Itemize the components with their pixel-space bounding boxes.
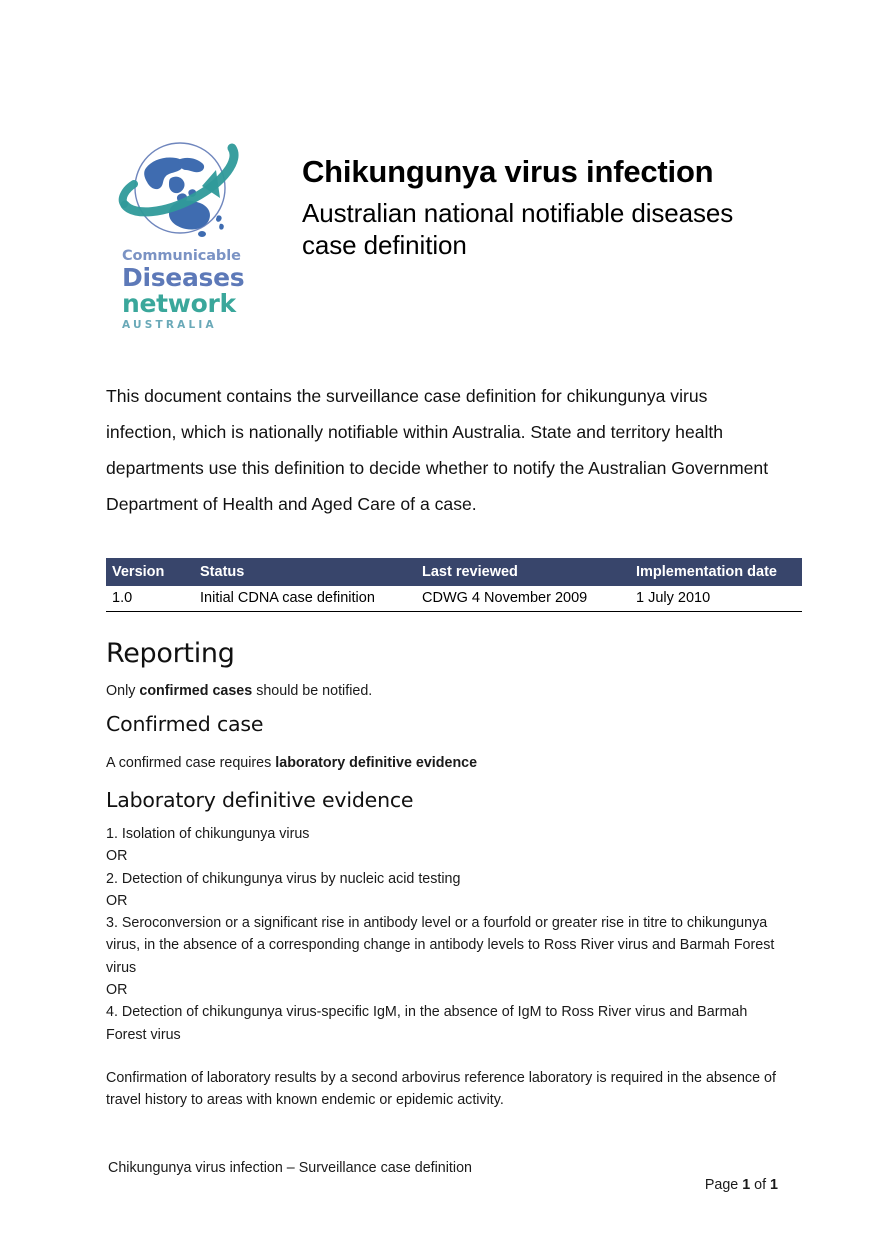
globe-logo-icon [116, 130, 248, 248]
table-header-row [106, 558, 802, 586]
cell-version: 1.0 [106, 586, 194, 612]
list-item: 3. Seroconversion or a significant rise in antibody level or a fourfold or greater rise in titre to chikungunya virus, in the absence of a corresponding change in antibody levels to Ross River virus and Barmah Forest virus [106, 915, 775, 976]
title-block [254, 128, 778, 262]
page-title: Chikungunya virus infection [302, 154, 714, 189]
document-header [106, 128, 778, 330]
list-item: OR [106, 892, 128, 909]
section-heading-confirmed-case: Confirmed case [106, 712, 264, 736]
reporting-paragraph [106, 680, 779, 702]
laboratory-criteria-list [106, 823, 779, 1046]
column-header-implementation-date: Implementation date [630, 558, 802, 586]
table-row [106, 586, 802, 612]
list-item: 2. Detection of chikungunya virus by nucleic acid testing [106, 870, 461, 887]
cell-last-reviewed: CDWG 4 November 2009 [416, 586, 630, 612]
logo-line-communicable: Communicable [122, 248, 241, 264]
reporting-text-post: should be notified. [252, 683, 373, 699]
confirmed-case-paragraph [106, 752, 779, 774]
footer-document-name: Chikungunya virus infection – Surveillance case definition [108, 1160, 472, 1176]
confirmed-case-text-bold: laboratory definitive evidence [275, 755, 478, 771]
intro-paragraph: This document contains the surveillance case definition for chikungunya virus infection, which is nationally notifiable within Australia. State and territory health departments use this definition to decide whether to notify the Australian Government Department of Health and Aged Care of a case. [106, 385, 769, 514]
section-heading-laboratory-definitive-evidence: Laboratory definitive evidence [106, 788, 414, 812]
page-subtitle: Australian national notifiable diseases case definition [302, 197, 734, 261]
page-current-number: 1 [742, 1177, 751, 1193]
version-table-head [106, 558, 802, 586]
column-header-version: Version [106, 558, 194, 586]
reporting-text-bold: confirmed cases [139, 683, 253, 699]
list-item: OR [106, 982, 128, 999]
version-table-body [106, 586, 802, 612]
column-header-status: Status [194, 558, 416, 586]
laboratory-confirmation-note: Confirmation of laboratory results by a second arbovirus reference laboratory is required in the absence of travel history to areas with known endemic or epidemic activity. [106, 1070, 776, 1109]
cdna-logo-wordmark [122, 249, 254, 330]
cdna-logo [106, 128, 254, 330]
list-item: 1. Isolation of chikungunya virus [106, 826, 310, 842]
reporting-text-pre: Only [106, 683, 140, 699]
confirmed-case-text-pre: A confirmed case requires [106, 755, 276, 771]
page-prefix-label: Page [704, 1177, 743, 1193]
section-heading-reporting: Reporting [106, 638, 235, 669]
column-header-last-reviewed: Last reviewed [416, 558, 630, 586]
logo-line-australia: AUSTRALIA [122, 318, 217, 331]
cell-status: Initial CDNA case definition [194, 586, 416, 612]
footer-page-number [705, 1177, 778, 1193]
page-middle-label: of [750, 1177, 771, 1193]
list-item: OR [106, 848, 128, 865]
logo-line-network: network [122, 288, 236, 318]
page-total-number: 1 [770, 1177, 778, 1193]
version-table [106, 558, 802, 612]
list-item: 4. Detection of chikungunya virus-specific IgM, in the absence of IgM to Ross River virus and Barmah Forest virus [106, 1004, 748, 1043]
logo-line-diseases: Diseases [122, 262, 245, 292]
cell-implementation-date: 1 July 2010 [630, 586, 802, 612]
